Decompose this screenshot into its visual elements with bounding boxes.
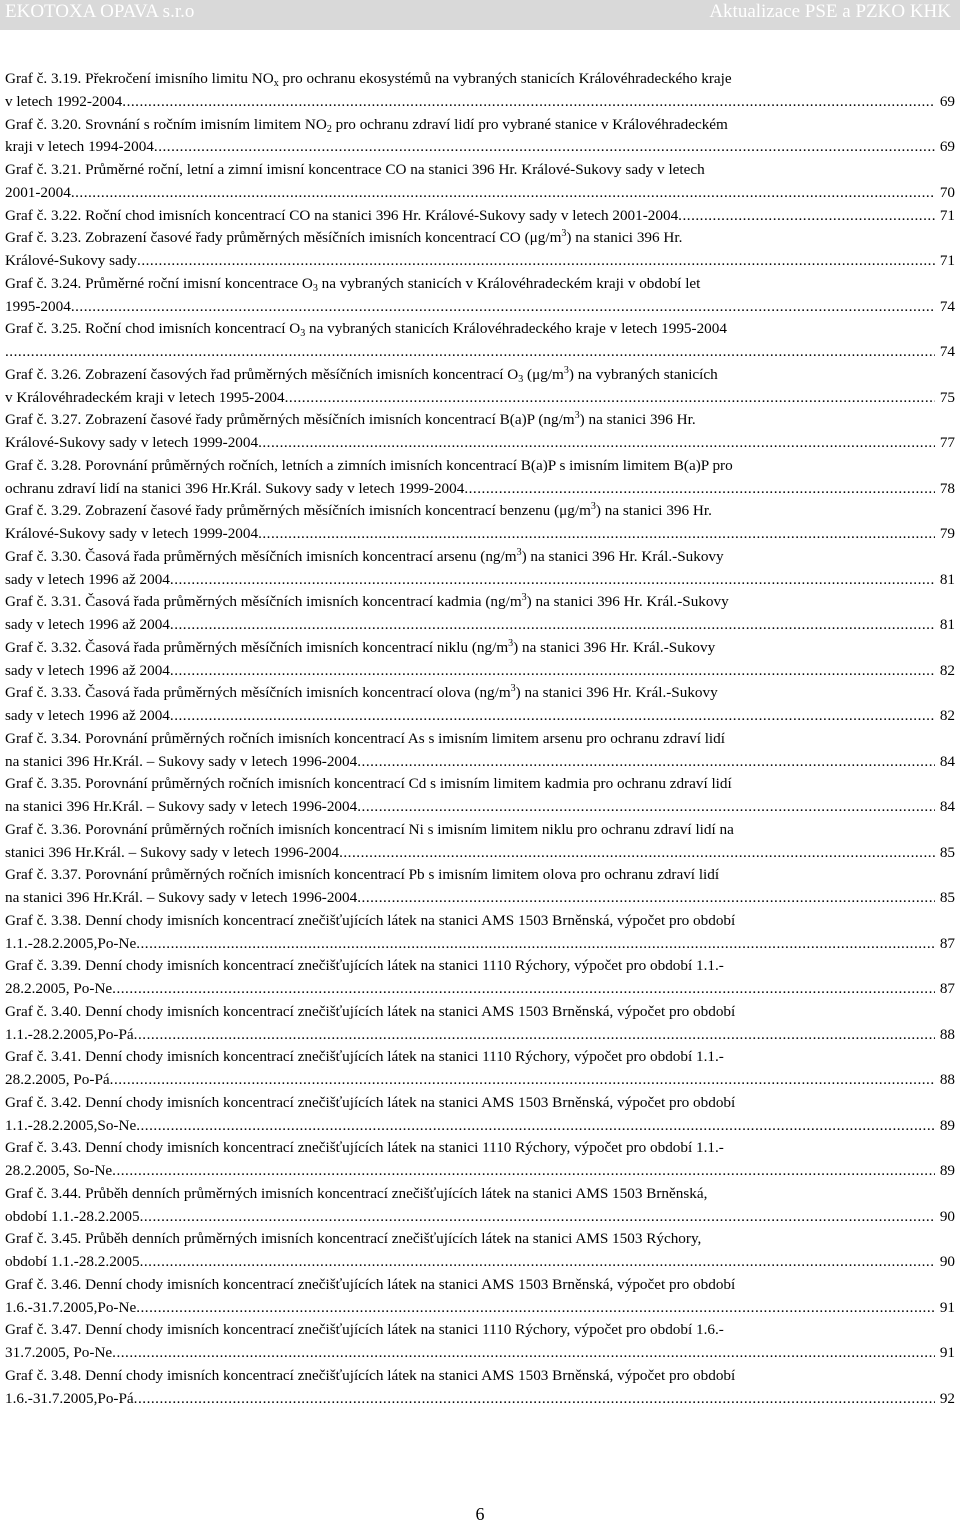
toc-entry-text: Graf č. 3.46. Denní chody imisních koncentrací znečišťujících látek na stanici AMS 1503 Brněnská, výpočet pro období xyxy=(5,1275,736,1293)
dot-leader xyxy=(464,478,935,501)
dot-leader xyxy=(136,1115,935,1138)
toc-entry-text-continued: 1.1.-28.2.2005,Po-Ne xyxy=(5,934,137,952)
toc-entry-3-35[interactable] xyxy=(5,773,955,819)
toc-text-part: Graf č. 3.27. Zobrazení časové řady průměrných měsíčních imisních koncentrací B(a)P (ng/m xyxy=(5,411,575,429)
dot-leader xyxy=(137,250,935,273)
dot-leader xyxy=(357,887,935,910)
toc-entry-text-continued: 1995-2004 xyxy=(5,297,71,315)
toc-text-part: Graf č. 3.24. Průměrné roční imisní koncentrace xyxy=(5,274,302,292)
toc-text-part: Graf č. 3.20. Srovnání s ročním imisním limitem xyxy=(5,115,305,133)
toc-entry-text-continued: Králové-Sukovy sady v letech 1999-2004 xyxy=(5,434,259,451)
toc-entry-text-continued: na stanici 396 Hr.Král. – Sukovy sady v letech 1996-2004 xyxy=(5,889,358,906)
toc-page-number[interactable]: 81 xyxy=(939,570,955,588)
toc-entry-text xyxy=(5,546,955,569)
toc-entry-3-46[interactable] xyxy=(5,1274,955,1320)
toc-page-number[interactable]: 77 xyxy=(939,434,955,451)
toc-entry-text: Graf č. 3.41. Denní chody imisních koncentrací znečišťujících látek na stanici 1110 Rýchory, výpočet pro období 1.1.- xyxy=(5,1048,724,1066)
toc-entry-text-continued: 28.2.2005, Po-Pá xyxy=(5,1071,110,1088)
toc-entry-text-continued: 28.2.2005, Po-Ne xyxy=(5,980,113,997)
toc-page-number[interactable]: 92 xyxy=(939,1389,955,1407)
toc-entry-text-continued: Králové-Sukovy sady xyxy=(5,252,138,269)
toc-page-number[interactable]: 69 xyxy=(939,92,955,110)
toc-entry-3-25[interactable] xyxy=(5,318,955,364)
toc-entry-text-continued: kraji v letech 1994-2004 xyxy=(5,138,154,156)
dot-leader xyxy=(170,614,935,637)
formula-subscript: 3 xyxy=(312,282,318,294)
formula-subscript: 2 xyxy=(326,123,332,135)
superscript: 3 xyxy=(508,637,514,649)
dot-leader xyxy=(170,569,935,592)
toc-text-part: na vybraných stanicích Královéhradeckého kraje v letech 1995-2004 xyxy=(305,320,727,338)
toc-entry-text xyxy=(5,637,955,660)
toc-entry-text: Graf č. 3.44. Průběh denních průměrných imisních koncentrací znečišťujících látek na stanici AMS 1503 Brněnská, xyxy=(5,1184,708,1202)
toc-page-number[interactable]: 88 xyxy=(939,1025,955,1043)
toc-text-part: (μg/m xyxy=(523,365,564,383)
superscript: 3 xyxy=(521,592,527,604)
toc-entry-text-continued: stanici 396 Hr.Král. – Sukovy sady v letech 1996-2004 xyxy=(5,843,340,861)
toc-entry-3-23[interactable] xyxy=(5,227,955,273)
dot-leader xyxy=(258,432,935,455)
toc-entry-3-29[interactable] xyxy=(5,500,955,546)
toc-entry-text: Graf č. 3.48. Denní chody imisních koncentrací znečišťujících látek na stanici AMS 1503 Brněnská, výpočet pro období xyxy=(5,1366,736,1384)
toc-entry-text-continued: v Královéhradeckém kraji v letech 1995-2004 xyxy=(5,388,285,406)
toc-entry-text: Graf č. 3.45. Průběh denních průměrných imisních koncentrací znečišťujících látek na stanici AMS 1503 Rýchory, xyxy=(5,1230,702,1248)
page-header xyxy=(0,0,960,30)
toc-text-part: na vybraných stanicích v Královéhradeckém kraji v období let xyxy=(317,274,701,292)
toc-entry-text: Graf č. 3.35. Porovnání průměrných ročních imisních koncentrací Cd s imisním limitem kadmia pro ochranu zdraví lidí xyxy=(5,775,732,793)
toc-entry-text-continued: 1.1.-28.2.2005,Po-Pá xyxy=(5,1025,134,1043)
superscript: 3 xyxy=(510,683,516,695)
formula-subscript: 3 xyxy=(300,328,306,340)
toc-entry-text: Graf č. 3.28. Porovnání průměrných ročních, letních a zimních imisních koncentrací B(a)P s imisním limitem B(a)P pro xyxy=(5,456,733,474)
toc-entry-text-continued: 1.6.-31.7.2005,Po-Ne xyxy=(5,1298,137,1316)
toc-entry-text: Graf č. 3.42. Denní chody imisních koncentrací znečišťujících látek na stanici AMS 1503 Brněnská, výpočet pro období xyxy=(5,1093,736,1111)
toc-page-number[interactable]: 79 xyxy=(939,525,955,542)
toc-entry-text xyxy=(5,68,955,91)
toc-page-number[interactable]: 87 xyxy=(939,934,955,952)
toc-entry-text-continued: sady v letech 1996 až 2004 xyxy=(5,707,170,724)
toc-entry-text xyxy=(5,273,955,296)
formula-nox xyxy=(252,70,279,87)
toc-entry-text: Graf č. 3.43. Denní chody imisních koncentrací znečišťujících látek na stanici 1110 Rýchory, výpočet pro období 1.1.- xyxy=(5,1139,724,1157)
toc-page-number[interactable]: 91 xyxy=(939,1298,955,1316)
toc-entry-3-19[interactable] xyxy=(5,68,955,114)
toc-entry-text xyxy=(5,591,955,614)
toc-entry-text-continued: na stanici 396 Hr.Král. – Sukovy sady v letech 1996-2004 xyxy=(5,752,358,770)
dot-leader xyxy=(112,1160,935,1183)
toc-text-part: Graf č. 3.31. Časová řada průměrných měsíčních imisních koncentrací kadmia (ng/m xyxy=(5,593,522,611)
toc-text-part: Graf č. 3.32. Časová řada průměrných měsíčních imisních koncentrací niklu (ng/m xyxy=(5,638,509,656)
dot-leader xyxy=(71,182,935,205)
formula-base: NO xyxy=(304,115,327,133)
toc-entry-3-42[interactable] xyxy=(5,1092,955,1138)
toc-text-part: Graf č. 3.33. Časová řada průměrných měsíčních imisních koncentrací olova (ng/m xyxy=(5,684,511,702)
dot-leader xyxy=(112,1342,935,1365)
toc-page-number[interactable]: 70 xyxy=(939,183,955,201)
toc-entry-text xyxy=(5,682,955,705)
formula-base: O xyxy=(289,320,301,338)
toc-page-number[interactable]: 84 xyxy=(939,798,955,815)
dot-leader xyxy=(357,796,935,819)
toc-entry-3-36[interactable] xyxy=(5,819,955,865)
toc-entry-text: Graf č. 3.39. Denní chody imisních koncentrací znečišťujících látek na stanici 1110 Rýchory, výpočet pro období 1.1.- xyxy=(5,957,724,975)
toc-text-part: ) na vybraných stanicích xyxy=(568,365,718,383)
toc-entry-3-43[interactable] xyxy=(5,1137,955,1183)
toc-text-part: Graf č. 3.19. Překročení imisního limitu xyxy=(5,70,252,87)
toc-entry-text xyxy=(5,227,955,250)
toc-entry-text-continued: období 1.1.-28.2.2005 xyxy=(5,1253,140,1270)
toc-entry-text: Graf č. 3.40. Denní chody imisních koncentrací znečišťujících látek na stanici AMS 1503 Brněnská, výpočet pro období xyxy=(5,1002,736,1020)
toc-page-number[interactable]: 90 xyxy=(939,1253,955,1270)
toc-entry-text-continued: 1.6.-31.7.2005,Po-Pá xyxy=(5,1389,134,1407)
toc-entry-text: Graf č. 3.34. Porovnání průměrných ročních imisních koncentrací As s imisním limitem arsenu pro ochranu zdraví lidí xyxy=(5,729,725,747)
formula-o3 xyxy=(289,320,306,340)
toc-entry-text: Graf č. 3.47. Denní chody imisních koncentrací znečišťujících látek na stanici 1110 Rýchory, výpočet pro období 1.6.- xyxy=(5,1321,724,1339)
toc-text-part: ) na stanici 396 Hr. xyxy=(566,229,683,247)
toc-page-number[interactable]: 74 xyxy=(939,297,955,315)
toc-entry-text xyxy=(5,409,955,432)
toc-entry-text-continued: Králové-Sukovy sady v letech 1999-2004 xyxy=(5,525,259,542)
toc-text-part: ) na stanici 396 Hr. Král.-Sukovy xyxy=(515,684,718,702)
dot-leader xyxy=(258,523,935,546)
toc-entry-3-31[interactable] xyxy=(5,591,955,637)
toc-entry-text xyxy=(5,500,955,523)
toc-entry-text-continued: sady v letech 1996 až 2004 xyxy=(5,616,170,633)
dot-leader xyxy=(136,933,935,956)
toc-entry-text-continued: ochranu zdraví lidí na stanici 396 Hr.Král. Sukovy sady v letech 1999-2004 xyxy=(5,479,465,497)
formula-o3 xyxy=(302,275,318,292)
superscript: 3 xyxy=(561,228,567,240)
toc-text-part: ) na stanici 396 Hr. Král.-Sukovy xyxy=(521,547,724,565)
toc-page-number[interactable]: 71 xyxy=(939,252,955,269)
toc-page-number[interactable]: 88 xyxy=(939,1071,955,1088)
toc-entry-3-34[interactable] xyxy=(5,728,955,774)
toc-page-number[interactable]: 82 xyxy=(939,661,955,679)
toc-text-part: Graf č. 3.25. Roční chod imisních koncentrací xyxy=(5,320,290,338)
dot-leader xyxy=(140,1251,935,1274)
toc-page-number[interactable]: 81 xyxy=(939,616,955,633)
toc-entry-3-39[interactable] xyxy=(5,955,955,1001)
toc-entry-3-33[interactable] xyxy=(5,682,955,728)
header-left-title: EKOTOXA OPAVA s.r.o xyxy=(5,1,195,22)
formula-base: NO xyxy=(251,70,274,87)
toc-page-number[interactable]: 90 xyxy=(939,1207,955,1225)
toc-entry-text xyxy=(5,318,955,341)
toc-text-part: Graf č. 3.23. Zobrazení časové řady průměrných měsíčních imisních koncentrací CO (μg/m xyxy=(5,229,562,247)
toc-entry-3-44[interactable] xyxy=(5,1183,955,1229)
toc-page-number[interactable]: 74 xyxy=(939,343,955,360)
dot-leader xyxy=(5,341,935,364)
toc-page-number[interactable]: 85 xyxy=(939,889,955,906)
toc-page-number[interactable]: 87 xyxy=(939,980,955,997)
toc-entry-3-45[interactable] xyxy=(5,1228,955,1274)
formula-base: O xyxy=(507,365,519,383)
dot-leader xyxy=(134,1388,935,1411)
dot-leader xyxy=(339,842,935,865)
toc-entry-3-26[interactable] xyxy=(5,364,955,410)
dot-leader xyxy=(170,705,935,728)
dot-leader xyxy=(110,1069,935,1092)
toc-entry-3-47[interactable] xyxy=(5,1319,955,1365)
toc-entry-text xyxy=(5,364,955,387)
list-of-graphs xyxy=(5,68,955,1410)
toc-entry-3-32[interactable] xyxy=(5,637,955,683)
toc-page-number[interactable]: 89 xyxy=(939,1116,955,1134)
toc-text-part: pro ochranu ekosystémů na vybraných stanicích Královéhradeckého kraje xyxy=(278,70,732,87)
toc-entry-text-continued: 1.1.-28.2.2005,So-Ne xyxy=(5,1116,137,1134)
toc-entry-text: Graf č. 3.36. Porovnání průměrných ročních imisních koncentrací Ni s imisním limitem niklu pro ochranu zdraví lidí na xyxy=(5,820,734,838)
toc-entry-3-37[interactable] xyxy=(5,864,955,910)
dot-leader xyxy=(170,660,935,683)
formula-subscript: 3 xyxy=(518,373,524,385)
toc-page-number[interactable]: 89 xyxy=(939,1162,955,1179)
toc-entry-text: Graf č. 3.38. Denní chody imisních koncentrací znečišťujících látek na stanici AMS 1503 Brněnská, výpočet pro období xyxy=(5,911,736,929)
toc-page-number[interactable]: 82 xyxy=(939,707,955,724)
toc-entry-text-continued: sady v letech 1996 až 2004 xyxy=(5,570,170,588)
formula-base: O xyxy=(301,274,313,292)
page-number: 6 xyxy=(475,1504,485,1524)
toc-entry-text: Graf č. 3.21. Průměrné roční, letní a zimní imisní koncentrace CO na stanici 396 Hr. Králové-Sukovy sady v letech xyxy=(5,161,705,178)
toc-entry-text-continued: na stanici 396 Hr.Král. – Sukovy sady v letech 1996-2004 xyxy=(5,798,358,815)
toc-entry-text-continued: 28.2.2005, So-Ne xyxy=(5,1162,113,1179)
toc-entry-3-28[interactable] xyxy=(5,455,955,501)
toc-text-part: pro ochranu zdraví lidí pro vybrané stanice v Královéhradeckém xyxy=(331,115,728,133)
dot-leader xyxy=(112,978,935,1001)
toc-page-number[interactable]: 78 xyxy=(939,479,955,497)
toc-text-part: ) na stanici 396 Hr. Král.-Sukovy xyxy=(526,593,729,611)
toc-page-number[interactable]: 71 xyxy=(939,206,955,224)
toc-text-part: Graf č. 3.26. Zobrazení časových řad průměrných měsíčních imisních koncentrací xyxy=(5,365,508,383)
toc-entry-text: Graf č. 3.22. Roční chod imisních koncentrací CO na stanici 396 Hr. Králové-Sukovy sady v letech 2001-2004 xyxy=(5,206,679,224)
toc-entry-3-24[interactable] xyxy=(5,273,955,319)
toc-text-part: ) na stanici 396 Hr. xyxy=(579,411,696,429)
toc-page-number[interactable]: 84 xyxy=(939,752,955,770)
formula-no2 xyxy=(305,116,332,133)
dot-leader xyxy=(154,136,935,159)
toc-entry-3-22[interactable] xyxy=(5,205,955,228)
dot-leader xyxy=(122,91,935,114)
toc-entry-3-27[interactable] xyxy=(5,409,955,455)
superscript: 3 xyxy=(590,501,596,513)
toc-page-number[interactable]: 75 xyxy=(939,388,955,406)
toc-page-number[interactable]: 91 xyxy=(939,1344,955,1361)
superscript: 3 xyxy=(563,364,569,376)
formula-subscript: x xyxy=(273,78,279,89)
toc-entry-text xyxy=(5,114,955,137)
toc-entry-3-41[interactable] xyxy=(5,1046,955,1092)
header-right-title: Aktualizace PSE a PZKO KHK xyxy=(709,1,951,22)
toc-entry-3-21[interactable] xyxy=(5,159,955,205)
dot-leader xyxy=(134,1024,935,1047)
dot-leader xyxy=(136,1297,935,1320)
toc-entry-3-30[interactable] xyxy=(5,546,955,592)
superscript: 3 xyxy=(516,546,522,558)
toc-text-part: ) na stanici 396 Hr. xyxy=(595,502,712,520)
toc-text-part: ) na stanici 396 Hr. Král.-Sukovy xyxy=(513,638,716,656)
toc-text-part: Graf č. 3.30. Časová řada průměrných měsíčních imisních koncentrací arsenu (ng/m xyxy=(5,547,517,565)
toc-entry-text-continued: sady v letech 1996 až 2004 xyxy=(5,661,170,679)
toc-entry-3-20[interactable] xyxy=(5,114,955,160)
dot-leader xyxy=(285,387,935,410)
toc-page-number[interactable]: 69 xyxy=(939,138,955,156)
dot-leader xyxy=(357,751,935,774)
toc-entry-3-48[interactable] xyxy=(5,1365,955,1411)
toc-entry-3-38[interactable] xyxy=(5,910,955,956)
dot-leader xyxy=(140,1206,935,1229)
toc-entry-text-continued: období 1.1.-28.2.2005 xyxy=(5,1207,140,1225)
dot-leader xyxy=(678,205,935,228)
dot-leader xyxy=(71,296,935,319)
toc-entry-3-40[interactable] xyxy=(5,1001,955,1047)
toc-entry-text-continued: v letech 1992-2004 xyxy=(5,92,123,110)
toc-text-part: Graf č. 3.29. Zobrazení časové řady průměrných měsíčních imisních koncentrací benzenu (μg/m xyxy=(5,502,591,520)
formula-o3 xyxy=(507,366,523,383)
toc-entry-text-continued: 2001-2004 xyxy=(5,183,71,201)
toc-page-number[interactable]: 85 xyxy=(939,843,955,861)
toc-entry-text-continued: 31.7.2005, Po-Ne xyxy=(5,1344,113,1361)
toc-entry-text: Graf č. 3.37. Porovnání průměrných ročních imisních koncentrací Pb s imisním limitem olova pro ochranu zdraví lidí xyxy=(5,866,720,884)
superscript: 3 xyxy=(574,410,580,422)
